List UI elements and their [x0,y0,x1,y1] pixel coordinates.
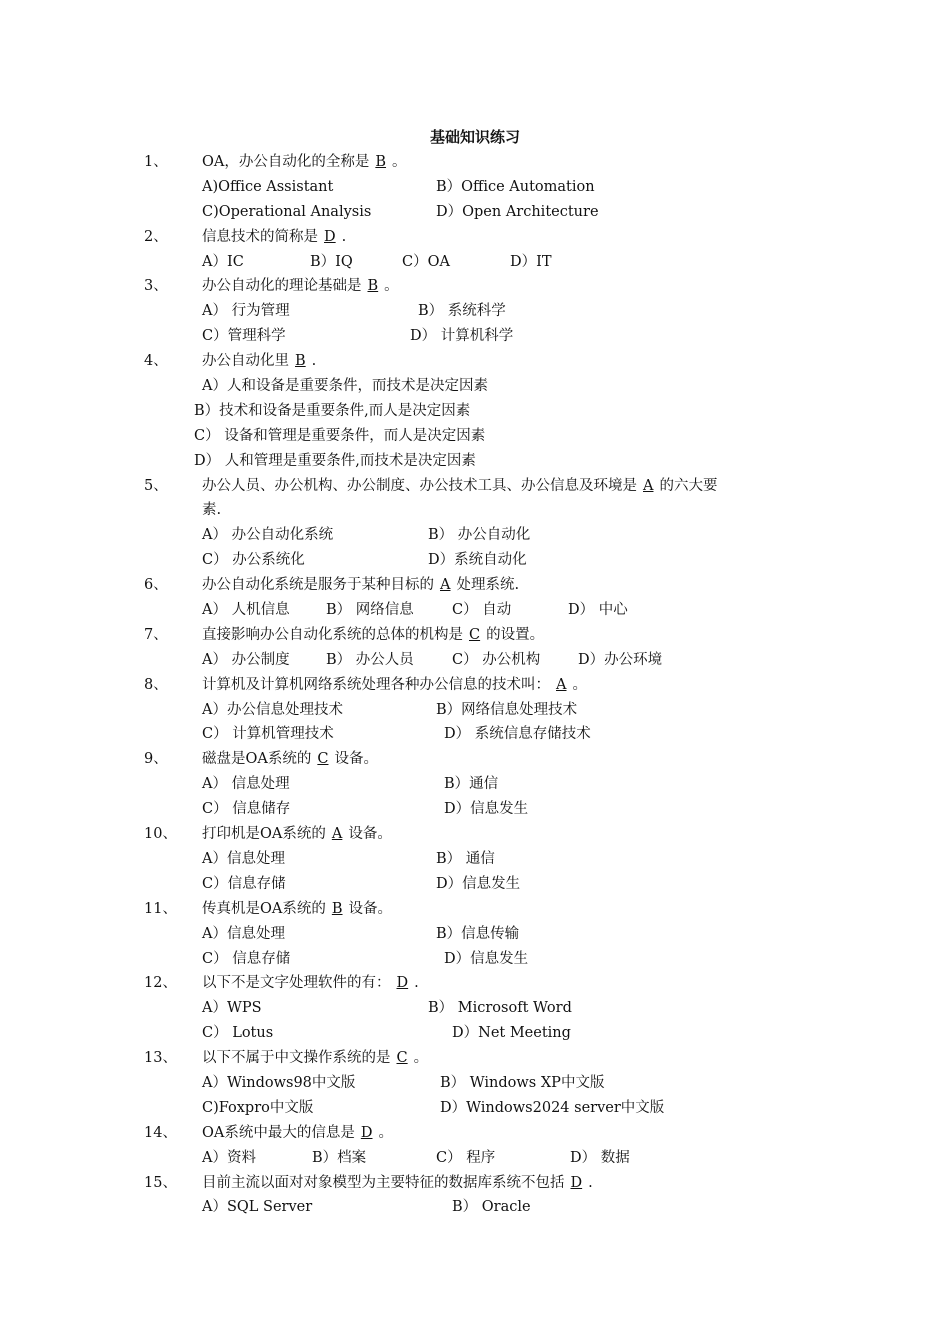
question-tail: . [588,1174,593,1191]
question-number: 15、 [144,1174,177,1191]
question-line [0,150,950,175]
question-number: 11、 [144,900,177,917]
option-text: A）人和设备是重要条件，而技术是决定因素 [202,378,488,395]
option-row [0,1071,950,1096]
answer-blank: C [469,626,481,643]
question-line [0,897,950,922]
option-text: D） 人和管理是重要条件,而技术是决定因素 [194,452,476,469]
question-text [202,1046,428,1071]
option-text: C）管理科学 [202,328,286,345]
option-text: D） 数据 [570,1149,630,1166]
option-text: C）OA [402,253,450,270]
option-text: D）Windows2024 server中文版 [440,1099,665,1116]
option-row [0,847,950,872]
option-text: A）信息处理 [202,850,285,867]
question-text [202,274,399,299]
question-stem: 传真机是OA系统的 [202,900,326,917]
answer-blank: C [396,1050,408,1067]
option-text: C） 信息存储 [202,950,291,967]
question-list [0,150,950,1220]
question-number: 7、 [144,626,168,643]
option-text: C)Operational Analysis [202,203,372,220]
question-line [0,274,950,299]
option-text: A）资料 [202,1149,256,1166]
question-stem: 信息技术的简称是 [202,228,318,245]
question-text [202,573,519,598]
question-number: 13、 [144,1050,177,1067]
question-tail: . [341,228,347,245]
option-text: B）技术和设备是重要条件,而人是决定因素 [194,402,471,419]
answer-blank: B [367,278,379,295]
option-text: C）信息存储 [202,875,286,892]
answer-blank: B [375,154,387,170]
option-text: A） 办公自动化系统 [202,527,334,544]
question-stem: 办公自动化的理论基础是 [202,278,362,295]
question-text [202,1121,393,1146]
question-text [202,897,392,922]
option-row [0,1146,950,1171]
question-number: 10、 [144,826,177,843]
option-row [0,947,950,972]
question-stem: 目前主流以面对对象模型为主要特征的数据库系统不包括 [202,1174,565,1191]
option-row [0,1021,950,1046]
option-row [0,872,950,897]
option-text: D）IT [510,253,552,270]
option-text: B） Microsoft Word [428,1000,572,1017]
option-text: A）信息处理 [202,925,285,942]
option-text: B）Office Automation [436,178,595,195]
question-stem: 办公自动化系统是服务于某种目标的 [202,577,434,594]
answer-blank: A [331,826,343,843]
question-stem: 计算机及计算机网络系统处理各种办公信息的技术叫： [202,676,550,693]
option-text: B） 系统科学 [418,303,506,320]
option-row [0,374,950,399]
option-row [0,772,950,797]
option-text: C） 办公系统化 [202,552,305,569]
option-text: B） 办公人员 [326,651,414,668]
option-row [0,200,950,225]
question-stem: 办公人员、办公机构、办公制度、办公技术工具、办公信息及环境是 [202,477,637,494]
question-line [0,971,950,996]
page-title: 基础知识练习 [429,128,520,146]
option-row [0,996,950,1021]
option-text: A） 人机信息 [202,602,290,619]
option-text: D）系统自动化 [428,552,527,569]
question-tail: 。 [572,676,587,693]
option-row [0,523,950,548]
option-row [0,449,950,474]
option-text: C） 自动 [452,602,512,619]
option-text: B）档案 [312,1149,367,1166]
option-text: A）SQL Server [202,1199,313,1216]
question-text [202,623,544,648]
option-text: D）办公环境 [578,651,663,668]
option-text: C） Lotus [202,1025,274,1042]
question-text [202,673,587,698]
option-text: A）办公信息处理技术 [202,701,343,718]
option-text: B）网络信息处理技术 [436,701,578,718]
question-tail: 的六大要 [659,477,718,494]
question-continuation-line [0,498,950,523]
option-row [0,548,950,573]
question-number: 8、 [144,676,168,693]
option-row [0,1195,950,1220]
option-text: D） 计算机科学 [410,328,514,345]
option-text: A）Windows98中文版 [202,1074,356,1091]
question-tail: . [414,975,419,992]
question-tail: 。 [392,154,407,170]
question-tail: 。 [413,1050,429,1067]
question-number: 14、 [144,1124,177,1141]
question-tail: 处理系统. [456,577,520,594]
answer-blank: A [440,577,451,594]
question-tail: 的设置。 [486,626,545,643]
answer-blank: A [643,477,654,494]
question-stem: OA系统中最大的信息是 [202,1124,355,1141]
question-continuation: 素. [202,502,222,519]
option-row [0,1096,950,1121]
option-text: D）信息发生 [436,875,521,892]
option-text: B）IQ [310,253,353,270]
question-tail: 。 [378,1124,393,1141]
question-text [202,822,392,847]
option-row [0,324,950,349]
option-text: D）Open Architecture [436,203,599,220]
option-text: C） 设备和管理是重要条件，而人是决定因素 [194,427,486,444]
answer-blank: B [331,900,343,917]
question-stem: OA，办公自动化的全称是 [202,154,370,170]
option-text: D） 中心 [568,602,628,619]
question-stem: 办公自动化里 [202,353,289,370]
option-text: A）IC [202,253,244,270]
option-row [0,598,950,623]
question-line [0,573,950,598]
option-text: A）WPS [202,1000,262,1017]
option-text: C） 信息储存 [202,801,291,818]
option-text: C） 程序 [436,1149,496,1166]
question-text [202,349,316,374]
option-text: B） Windows XP中文版 [440,1074,605,1091]
question-stem: 以下不是文字处理软件的有： [202,975,391,992]
question-number: 1、 [144,154,168,170]
option-row [0,250,950,275]
option-text: B） 办公自动化 [428,527,531,544]
question-line [0,1046,950,1071]
question-stem: 以下不属于中文操作系统的是 [202,1050,391,1067]
answer-blank: D [324,228,336,245]
option-row [0,175,950,200]
question-number: 12、 [144,975,177,992]
question-line [0,349,950,374]
question-line [0,623,950,648]
option-row [0,648,950,673]
option-text: A） 行为管理 [202,303,290,320]
question-line [0,822,950,847]
option-text: D）信息发生 [444,801,529,818]
question-number: 6、 [144,577,168,594]
answer-blank: A [556,676,567,693]
option-text: B） 通信 [436,850,495,867]
question-text [202,747,378,772]
question-text [202,150,407,175]
option-row [0,698,950,723]
answer-blank: D [360,1124,373,1141]
question-stem: 打印机是OA系统的 [202,826,326,843]
option-text: B）信息传输 [436,925,520,942]
question-tail: 设备。 [334,751,378,768]
question-tail: 设备。 [348,826,392,843]
option-text: B）通信 [444,776,499,793]
question-text [202,1171,593,1196]
question-text [202,225,346,250]
option-row [0,922,950,947]
answer-blank: C [317,751,329,768]
question-line [0,747,950,772]
option-text: B） Oracle [452,1199,531,1216]
question-line [0,1171,950,1196]
option-row [0,722,950,747]
question-tail: . [311,353,317,370]
option-text: D）信息发生 [444,950,529,967]
answer-blank: D [396,975,409,992]
option-text: A)Office Assistant [202,178,334,195]
question-number: 9、 [144,751,168,768]
option-row [0,299,950,324]
question-text [202,971,419,996]
question-line [0,1121,950,1146]
option-text: C） 办公机构 [452,651,541,668]
option-text: B） 网络信息 [326,602,414,619]
question-line [0,225,950,250]
answer-blank: D [570,1174,583,1191]
question-tail: 。 [384,278,399,295]
question-text [202,474,717,499]
option-text: A） 信息处理 [202,776,290,793]
option-row [0,399,950,424]
question-number: 2、 [144,228,168,245]
option-row [0,797,950,822]
question-number: 5、 [144,477,168,494]
answer-blank: B [295,353,306,370]
question-number: 3、 [144,278,168,295]
question-stem: 直接影响办公自动化系统的总体的机构是 [202,626,463,643]
question-number: 4、 [144,353,168,370]
option-text: D） 系统信息存储技术 [444,726,591,743]
question-line [0,474,950,499]
option-row [0,424,950,449]
option-text: C)Foxpro中文版 [202,1099,314,1116]
question-stem: 磁盘是OA系统的 [202,751,312,768]
question-line [0,673,950,698]
question-tail: 设备。 [348,900,393,917]
option-text: A） 办公制度 [202,651,290,668]
option-text: D）Net Meeting [452,1025,571,1042]
option-text: C） 计算机管理技术 [202,726,334,743]
